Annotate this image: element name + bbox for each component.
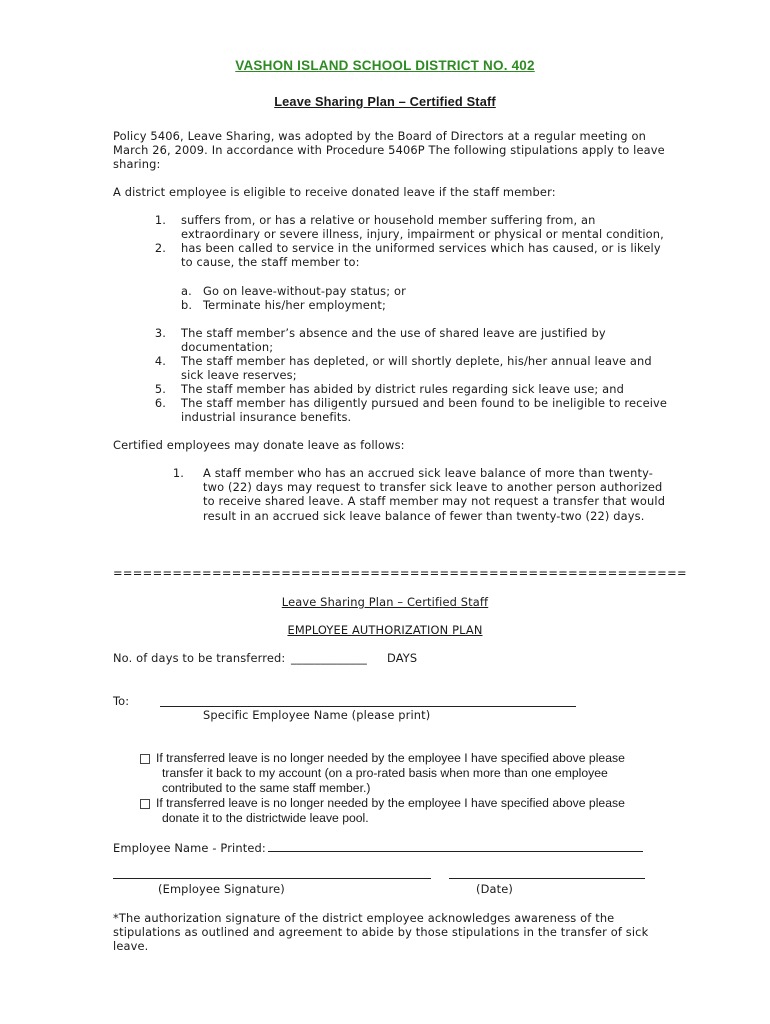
date-caption: (Date) bbox=[476, 882, 514, 896]
option-text: contributed to the same staff member.) bbox=[162, 781, 371, 795]
signature-field[interactable] bbox=[113, 878, 431, 879]
donate-pool-checkbox[interactable] bbox=[140, 799, 150, 809]
employee-name-label: Employee Name - Printed: bbox=[113, 841, 266, 855]
recipient-name-caption: Specific Employee Name (please print) bbox=[203, 708, 431, 722]
sub-list-text: Terminate his/her employment; bbox=[203, 298, 386, 312]
list-item-text: has been called to service in the uniformed services which has caused, or is likely bbox=[181, 241, 661, 255]
days-unit: DAYS bbox=[387, 651, 418, 665]
option-text: If transferred leave is no longer needed by the employee I have specified above please bbox=[156, 751, 625, 765]
footnote-line-3: leave. bbox=[113, 939, 149, 953]
intro-line-2: March 26, 2009. In accordance with Procedure 5406P The following stipulations apply to leave bbox=[113, 143, 665, 157]
list-number: 4. bbox=[154, 354, 166, 368]
donation-lead: Certified employees may donate leave as follows: bbox=[113, 438, 405, 452]
list-number: 1. bbox=[172, 466, 184, 480]
list-number: 6. bbox=[154, 396, 166, 410]
days-field[interactable]: _____________ bbox=[291, 651, 367, 665]
donation-text: two (22) days may request to transfer sick leave to another person authorized bbox=[203, 480, 663, 494]
list-item-text: The staff member has abided by district rules regarding sick leave use; and bbox=[181, 382, 625, 396]
date-field[interactable] bbox=[449, 878, 645, 879]
sub-list-letter: b. bbox=[181, 298, 193, 312]
list-item-text: The staff member has depleted, or will shortly deplete, his/her annual leave and bbox=[181, 354, 652, 368]
intro-line-3: sharing: bbox=[113, 157, 161, 171]
district-name: VASHON ISLAND SCHOOL DISTRICT NO. 402 bbox=[235, 58, 535, 73]
footnote-line-1: *The authorization signature of the district employee acknowledges awareness of the bbox=[113, 911, 615, 925]
list-item-text: to cause, the staff member to: bbox=[181, 255, 360, 269]
list-item-text: suffers from, or has a relative or household member suffering from, an bbox=[181, 213, 596, 227]
donation-text: result in an accrued sick leave balance of fewer than twenty-two (22) days. bbox=[203, 509, 645, 523]
option-text: If transferred leave is no longer needed by the employee I have specified above please bbox=[156, 796, 625, 810]
option-text: transfer it back to my account (on a pro-rated basis when more than one employee bbox=[162, 766, 608, 780]
form-subtitle: EMPLOYEE AUTHORIZATION PLAN bbox=[287, 623, 483, 637]
list-item-text: The staff member has diligently pursued and been found to be ineligible to receive bbox=[181, 396, 668, 410]
donation-text: A staff member who has an accrued sick leave balance of more than twenty- bbox=[203, 466, 654, 480]
list-item-text: industrial insurance benefits. bbox=[181, 410, 352, 424]
sub-list-letter: a. bbox=[181, 284, 192, 298]
recipient-name-field[interactable] bbox=[160, 706, 576, 707]
list-number: 2. bbox=[154, 241, 166, 255]
sub-list-text: Go on leave-without-pay status; or bbox=[203, 284, 406, 298]
days-label: No. of days to be transferred: bbox=[113, 651, 286, 665]
list-item-text: extraordinary or severe illness, injury, impairment or physical or mental condition, bbox=[181, 227, 664, 241]
list-item-text: documentation; bbox=[181, 340, 274, 354]
option-text: donate it to the districtwide leave pool. bbox=[162, 811, 369, 825]
list-number: 3. bbox=[154, 326, 166, 340]
separator: ========================================================== bbox=[113, 566, 687, 580]
form-title: Leave Sharing Plan – Certified Staff bbox=[281, 595, 489, 609]
to-label: To: bbox=[113, 694, 130, 708]
employee-name-field[interactable] bbox=[268, 851, 643, 852]
signature-caption: (Employee Signature) bbox=[158, 882, 285, 896]
list-number: 5. bbox=[154, 382, 166, 396]
donation-text: to receive shared leave. A staff member may not request a transfer that would bbox=[203, 494, 666, 508]
intro-line-1: Policy 5406, Leave Sharing, was adopted by the Board of Directors at a regular meeting on bbox=[113, 129, 646, 143]
return-leave-checkbox[interactable] bbox=[140, 754, 150, 764]
document-title: Leave Sharing Plan – Certified Staff bbox=[274, 94, 496, 109]
list-item-text: The staff member’s absence and the use of shared leave are justified by bbox=[181, 326, 606, 340]
eligibility-lead: A district employee is eligible to receive donated leave if the staff member: bbox=[113, 185, 556, 199]
footnote-line-2: stipulations as outlined and agreement to abide by those stipulations in the transfer of sick bbox=[113, 925, 649, 939]
list-item-text: sick leave reserves; bbox=[181, 368, 297, 382]
list-number: 1. bbox=[154, 213, 166, 227]
